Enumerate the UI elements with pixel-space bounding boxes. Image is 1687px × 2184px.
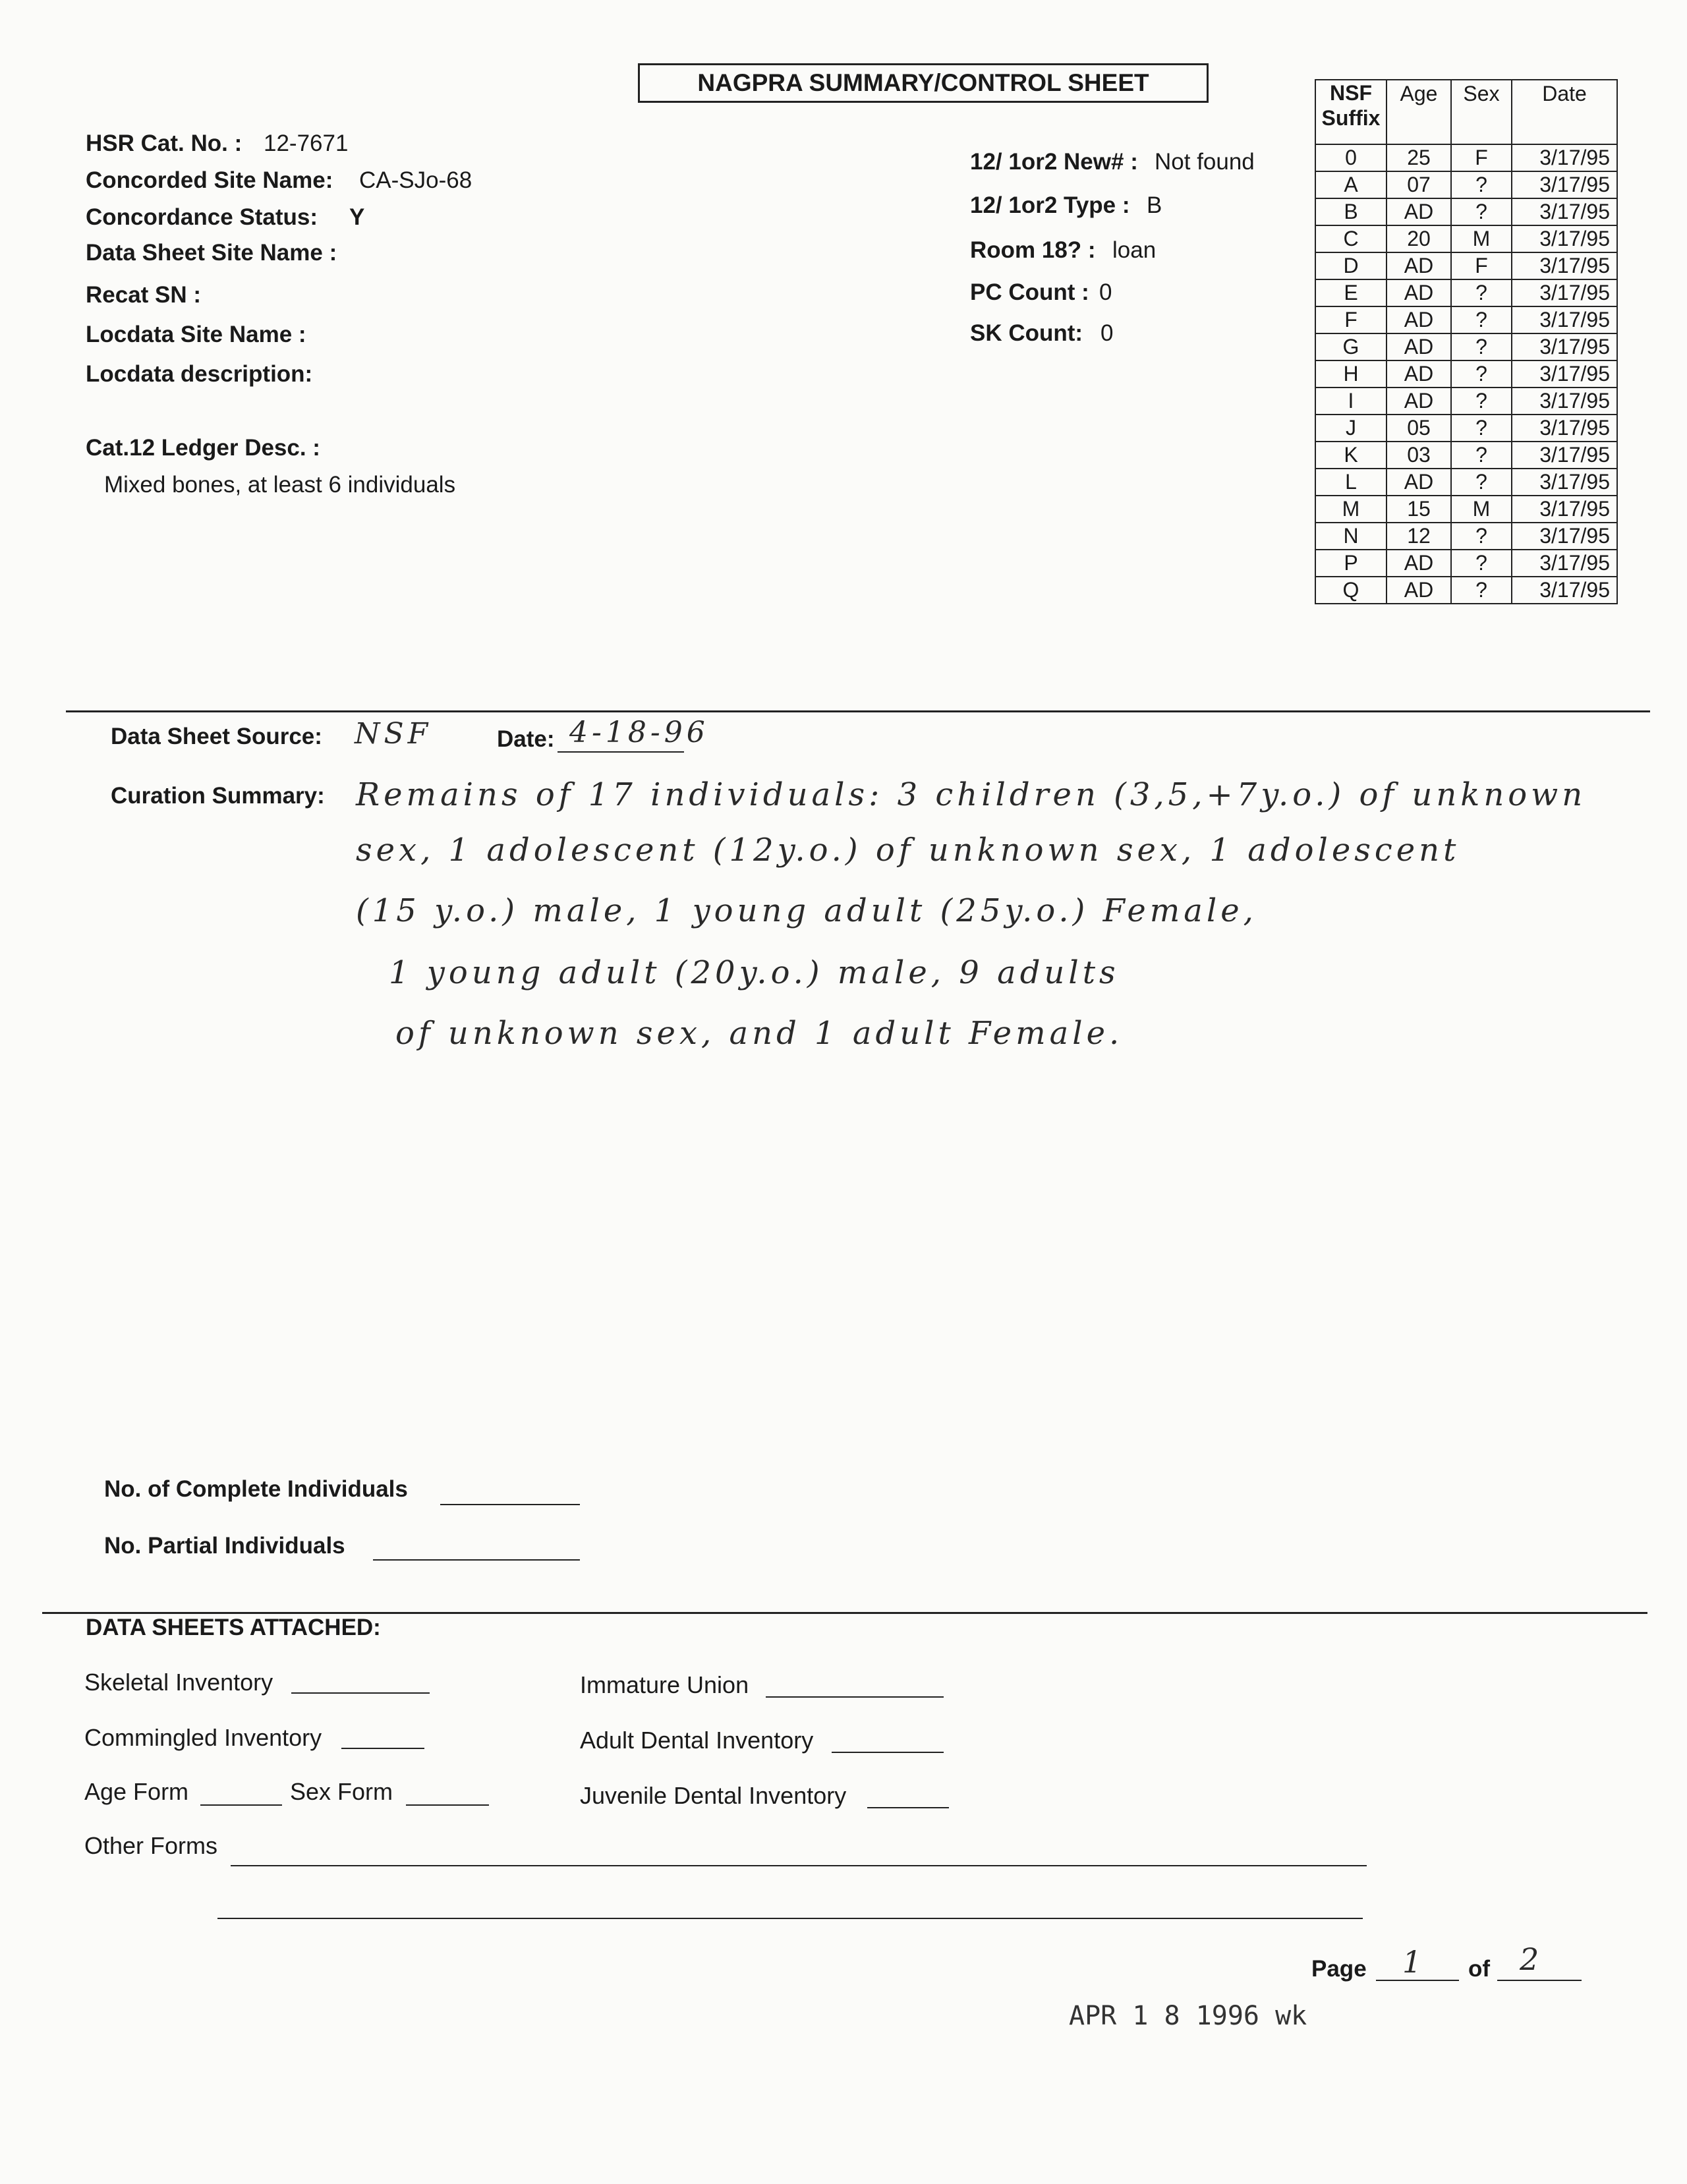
- nsf-suffix-cell: M: [1315, 496, 1387, 523]
- nsf-sex-cell: ?: [1451, 415, 1512, 442]
- nsf-sex-cell: ?: [1451, 333, 1512, 360]
- type-label: 12/ 1or2 Type :: [970, 192, 1130, 218]
- nsf-sex-cell: ?: [1451, 360, 1512, 388]
- nsf-suffix-cell: K: [1315, 442, 1387, 469]
- concorded-site-value: CA-SJo-68: [359, 167, 472, 193]
- hsr-cat-value: 12-7671: [264, 130, 349, 156]
- nsf-date-cell: 3/17/95: [1512, 523, 1617, 550]
- nsf-header-age: Age: [1387, 80, 1451, 144]
- nsf-suffix-cell: I: [1315, 388, 1387, 415]
- date-value: 4-18-96: [569, 716, 709, 749]
- nsf-table-row: [1315, 279, 1617, 306]
- nsf-date-cell: 3/17/95: [1512, 225, 1617, 252]
- new-num-label: 12/ 1or2 New# :: [970, 149, 1138, 175]
- of-label: of: [1468, 1956, 1491, 1982]
- nsf-sex-cell: M: [1451, 225, 1512, 252]
- immature-union-label: Immature Union: [580, 1671, 749, 1698]
- nsf-date-cell: 3/17/95: [1512, 577, 1617, 604]
- juvenile-dental-field[interactable]: [867, 1807, 949, 1808]
- data-sheet-source-value: NSF: [355, 717, 432, 751]
- curation-summary-label: Curation Summary:: [111, 783, 325, 809]
- nsf-table-row: [1315, 144, 1617, 171]
- nsf-age-cell: 25: [1387, 144, 1451, 171]
- section-divider: [42, 1612, 1647, 1614]
- nsf-sex-cell: ?: [1451, 577, 1512, 604]
- commingled-inventory-label: Commingled Inventory: [84, 1724, 322, 1751]
- sk-count-value: 0: [1101, 320, 1114, 346]
- curation-summary-line: 1 young adult (20y.o.) male, 9 adults: [389, 954, 1120, 991]
- new-num-value: Not found: [1155, 149, 1255, 175]
- ledger-desc-value: Mixed bones, at least 6 individuals: [104, 472, 456, 498]
- nsf-date-cell: 3/17/95: [1512, 252, 1617, 279]
- nsf-age-cell: 07: [1387, 171, 1451, 198]
- attached-heading: DATA SHEETS ATTACHED:: [86, 1615, 381, 1640]
- nsf-table-row: [1315, 306, 1617, 333]
- date-label: Date:: [497, 726, 555, 752]
- nsf-table-row: [1315, 550, 1617, 577]
- immature-union-field[interactable]: [766, 1696, 944, 1698]
- data-sheet-source-label: Data Sheet Source:: [111, 724, 322, 749]
- recat-sn-label: Recat SN :: [86, 282, 202, 308]
- data-sheet-site-label: Data Sheet Site Name :: [86, 240, 337, 266]
- commingled-inventory-field[interactable]: [341, 1748, 424, 1749]
- nsf-sex-cell: ?: [1451, 442, 1512, 469]
- partial-individuals-label: No. Partial Individuals: [104, 1533, 345, 1559]
- sk-count-label: SK Count:: [970, 320, 1083, 346]
- nsf-age-cell: 20: [1387, 225, 1451, 252]
- nsf-suffix-cell: H: [1315, 360, 1387, 388]
- adult-dental-field[interactable]: [832, 1752, 944, 1753]
- nsf-table-row: [1315, 496, 1617, 523]
- nsf-table-row: [1315, 333, 1617, 360]
- nsf-age-cell: AD: [1387, 550, 1451, 577]
- date-blank: [558, 751, 684, 753]
- date-received-stamp: APR 1 8 1996 wk: [1069, 2001, 1307, 2031]
- nsf-table-row: [1315, 225, 1617, 252]
- nsf-date-cell: 3/17/95: [1512, 469, 1617, 496]
- concordance-status-label: Concordance Status:: [86, 204, 318, 230]
- nsf-sex-cell: ?: [1451, 171, 1512, 198]
- nsf-suffix-cell: L: [1315, 469, 1387, 496]
- nsf-table-row: [1315, 171, 1617, 198]
- skeletal-inventory-label: Skeletal Inventory: [84, 1669, 273, 1696]
- nsf-suffix-cell: P: [1315, 550, 1387, 577]
- locdata-site-label: Locdata Site Name :: [86, 322, 306, 347]
- nsf-age-cell: AD: [1387, 577, 1451, 604]
- curation-summary-line: sex, 1 adolescent (12y.o.) of unknown sex, 1 adolescent: [356, 832, 1460, 869]
- nsf-table-row: [1315, 469, 1617, 496]
- nsf-date-cell: 3/17/95: [1512, 360, 1617, 388]
- concorded-site-label: Concorded Site Name:: [86, 167, 333, 193]
- nsf-suffix-cell: C: [1315, 225, 1387, 252]
- age-form-label: Age Form: [84, 1778, 189, 1805]
- pc-count-value: 0: [1099, 279, 1112, 305]
- nsf-suffix-cell: D: [1315, 252, 1387, 279]
- nsf-table-row: [1315, 360, 1617, 388]
- adult-dental-label: Adult Dental Inventory: [580, 1727, 814, 1754]
- partial-individuals-field[interactable]: [373, 1559, 580, 1561]
- other-forms-label: Other Forms: [84, 1832, 218, 1859]
- nsf-suffix-cell: Q: [1315, 577, 1387, 604]
- nsf-date-cell: 3/17/95: [1512, 550, 1617, 577]
- other-forms-field[interactable]: [231, 1865, 1367, 1866]
- ledger-desc-label: Cat.12 Ledger Desc. :: [86, 435, 320, 461]
- nsf-age-cell: AD: [1387, 252, 1451, 279]
- nsf-suffix-cell: E: [1315, 279, 1387, 306]
- nsf-age-cell: 15: [1387, 496, 1451, 523]
- nsf-age-cell: AD: [1387, 469, 1451, 496]
- nsf-date-cell: 3/17/95: [1512, 333, 1617, 360]
- nsf-sex-cell: F: [1451, 144, 1512, 171]
- juvenile-dental-label: Juvenile Dental Inventory: [580, 1782, 847, 1809]
- nsf-age-cell: AD: [1387, 198, 1451, 225]
- nsf-date-cell: 3/17/95: [1512, 306, 1617, 333]
- nsf-header-suffix: NSF Suffix: [1315, 80, 1387, 144]
- nsf-table-row: [1315, 577, 1617, 604]
- page-label: Page: [1311, 1956, 1367, 1982]
- pc-count-label: PC Count :: [970, 279, 1089, 305]
- nsf-suffix-cell: 0: [1315, 144, 1387, 171]
- nsf-date-cell: 3/17/95: [1512, 388, 1617, 415]
- nsf-date-cell: 3/17/95: [1512, 198, 1617, 225]
- nsf-sex-cell: ?: [1451, 550, 1512, 577]
- locdata-description-label: Locdata description:: [86, 361, 313, 387]
- curation-summary-line: Remains of 17 individuals: 3 children (3,5,+7y.o.) of unknown: [356, 776, 1587, 813]
- nsf-suffix-cell: G: [1315, 333, 1387, 360]
- nsf-table-row: [1315, 415, 1617, 442]
- nsf-table-row: [1315, 523, 1617, 550]
- nsf-age-cell: 05: [1387, 415, 1451, 442]
- nsf-sex-cell: ?: [1451, 388, 1512, 415]
- concordance-status-value: Y: [349, 204, 365, 230]
- nsf-table-body: [1315, 144, 1617, 604]
- nsf-age-cell: AD: [1387, 333, 1451, 360]
- nsf-sex-cell: ?: [1451, 523, 1512, 550]
- nsf-age-cell: AD: [1387, 279, 1451, 306]
- nsf-sex-cell: ?: [1451, 306, 1512, 333]
- other-forms-field[interactable]: [217, 1918, 1363, 1919]
- sex-form-field[interactable]: [406, 1804, 489, 1806]
- nsf-sex-cell: F: [1451, 252, 1512, 279]
- nsf-age-cell: 12: [1387, 523, 1451, 550]
- room-label: Room 18? :: [970, 237, 1096, 263]
- nsf-suffix-cell: N: [1315, 523, 1387, 550]
- skeletal-inventory-field[interactable]: [291, 1692, 430, 1694]
- nsf-suffix-cell: A: [1315, 171, 1387, 198]
- nsf-sex-cell: ?: [1451, 469, 1512, 496]
- nsf-table-header: [1315, 80, 1617, 144]
- nsf-age-cell: AD: [1387, 306, 1451, 333]
- nsf-sex-cell: ?: [1451, 198, 1512, 225]
- nsf-table: [1315, 79, 1618, 604]
- nsf-date-cell: 3/17/95: [1512, 171, 1617, 198]
- nsf-table-row: [1315, 252, 1617, 279]
- complete-individuals-label: No. of Complete Individuals: [104, 1476, 408, 1502]
- nsf-date-cell: 3/17/95: [1512, 415, 1617, 442]
- nsf-age-cell: 03: [1387, 442, 1451, 469]
- page-number-field: [1376, 1980, 1459, 1981]
- nsf-age-cell: AD: [1387, 360, 1451, 388]
- nsf-sex-cell: ?: [1451, 279, 1512, 306]
- complete-individuals-field[interactable]: [440, 1504, 580, 1505]
- page-total-field: [1497, 1980, 1582, 1981]
- nsf-suffix-cell: B: [1315, 198, 1387, 225]
- nsf-table-row: [1315, 198, 1617, 225]
- nsf-date-cell: 3/17/95: [1512, 496, 1617, 523]
- page-number-value: 1: [1402, 1944, 1426, 1980]
- room-value: loan: [1112, 237, 1157, 263]
- nsf-header-sex: Sex: [1451, 80, 1512, 144]
- curation-summary-line: (15 y.o.) male, 1 young adult (25y.o.) Female,: [356, 892, 1257, 929]
- nsf-header-date: Date: [1512, 80, 1617, 144]
- page-title: NAGPRA SUMMARY/CONTROL SHEET: [638, 63, 1209, 103]
- curation-summary-line: of unknown sex, and 1 adult Female.: [395, 1015, 1124, 1052]
- page-total-value: 2: [1520, 1941, 1543, 1977]
- nsf-suffix-cell: F: [1315, 306, 1387, 333]
- sex-form-label: Sex Form: [290, 1778, 393, 1805]
- section-divider: [66, 710, 1650, 712]
- nsf-suffix-cell: J: [1315, 415, 1387, 442]
- age-form-field[interactable]: [200, 1804, 282, 1806]
- nsf-table-row: [1315, 388, 1617, 415]
- nsf-date-cell: 3/17/95: [1512, 144, 1617, 171]
- nsf-table-row: [1315, 442, 1617, 469]
- hsr-cat-label: HSR Cat. No. :: [86, 130, 243, 156]
- nsf-date-cell: 3/17/95: [1512, 442, 1617, 469]
- nsf-sex-cell: M: [1451, 496, 1512, 523]
- type-value: B: [1147, 192, 1162, 218]
- nsf-age-cell: AD: [1387, 388, 1451, 415]
- nsf-date-cell: 3/17/95: [1512, 279, 1617, 306]
